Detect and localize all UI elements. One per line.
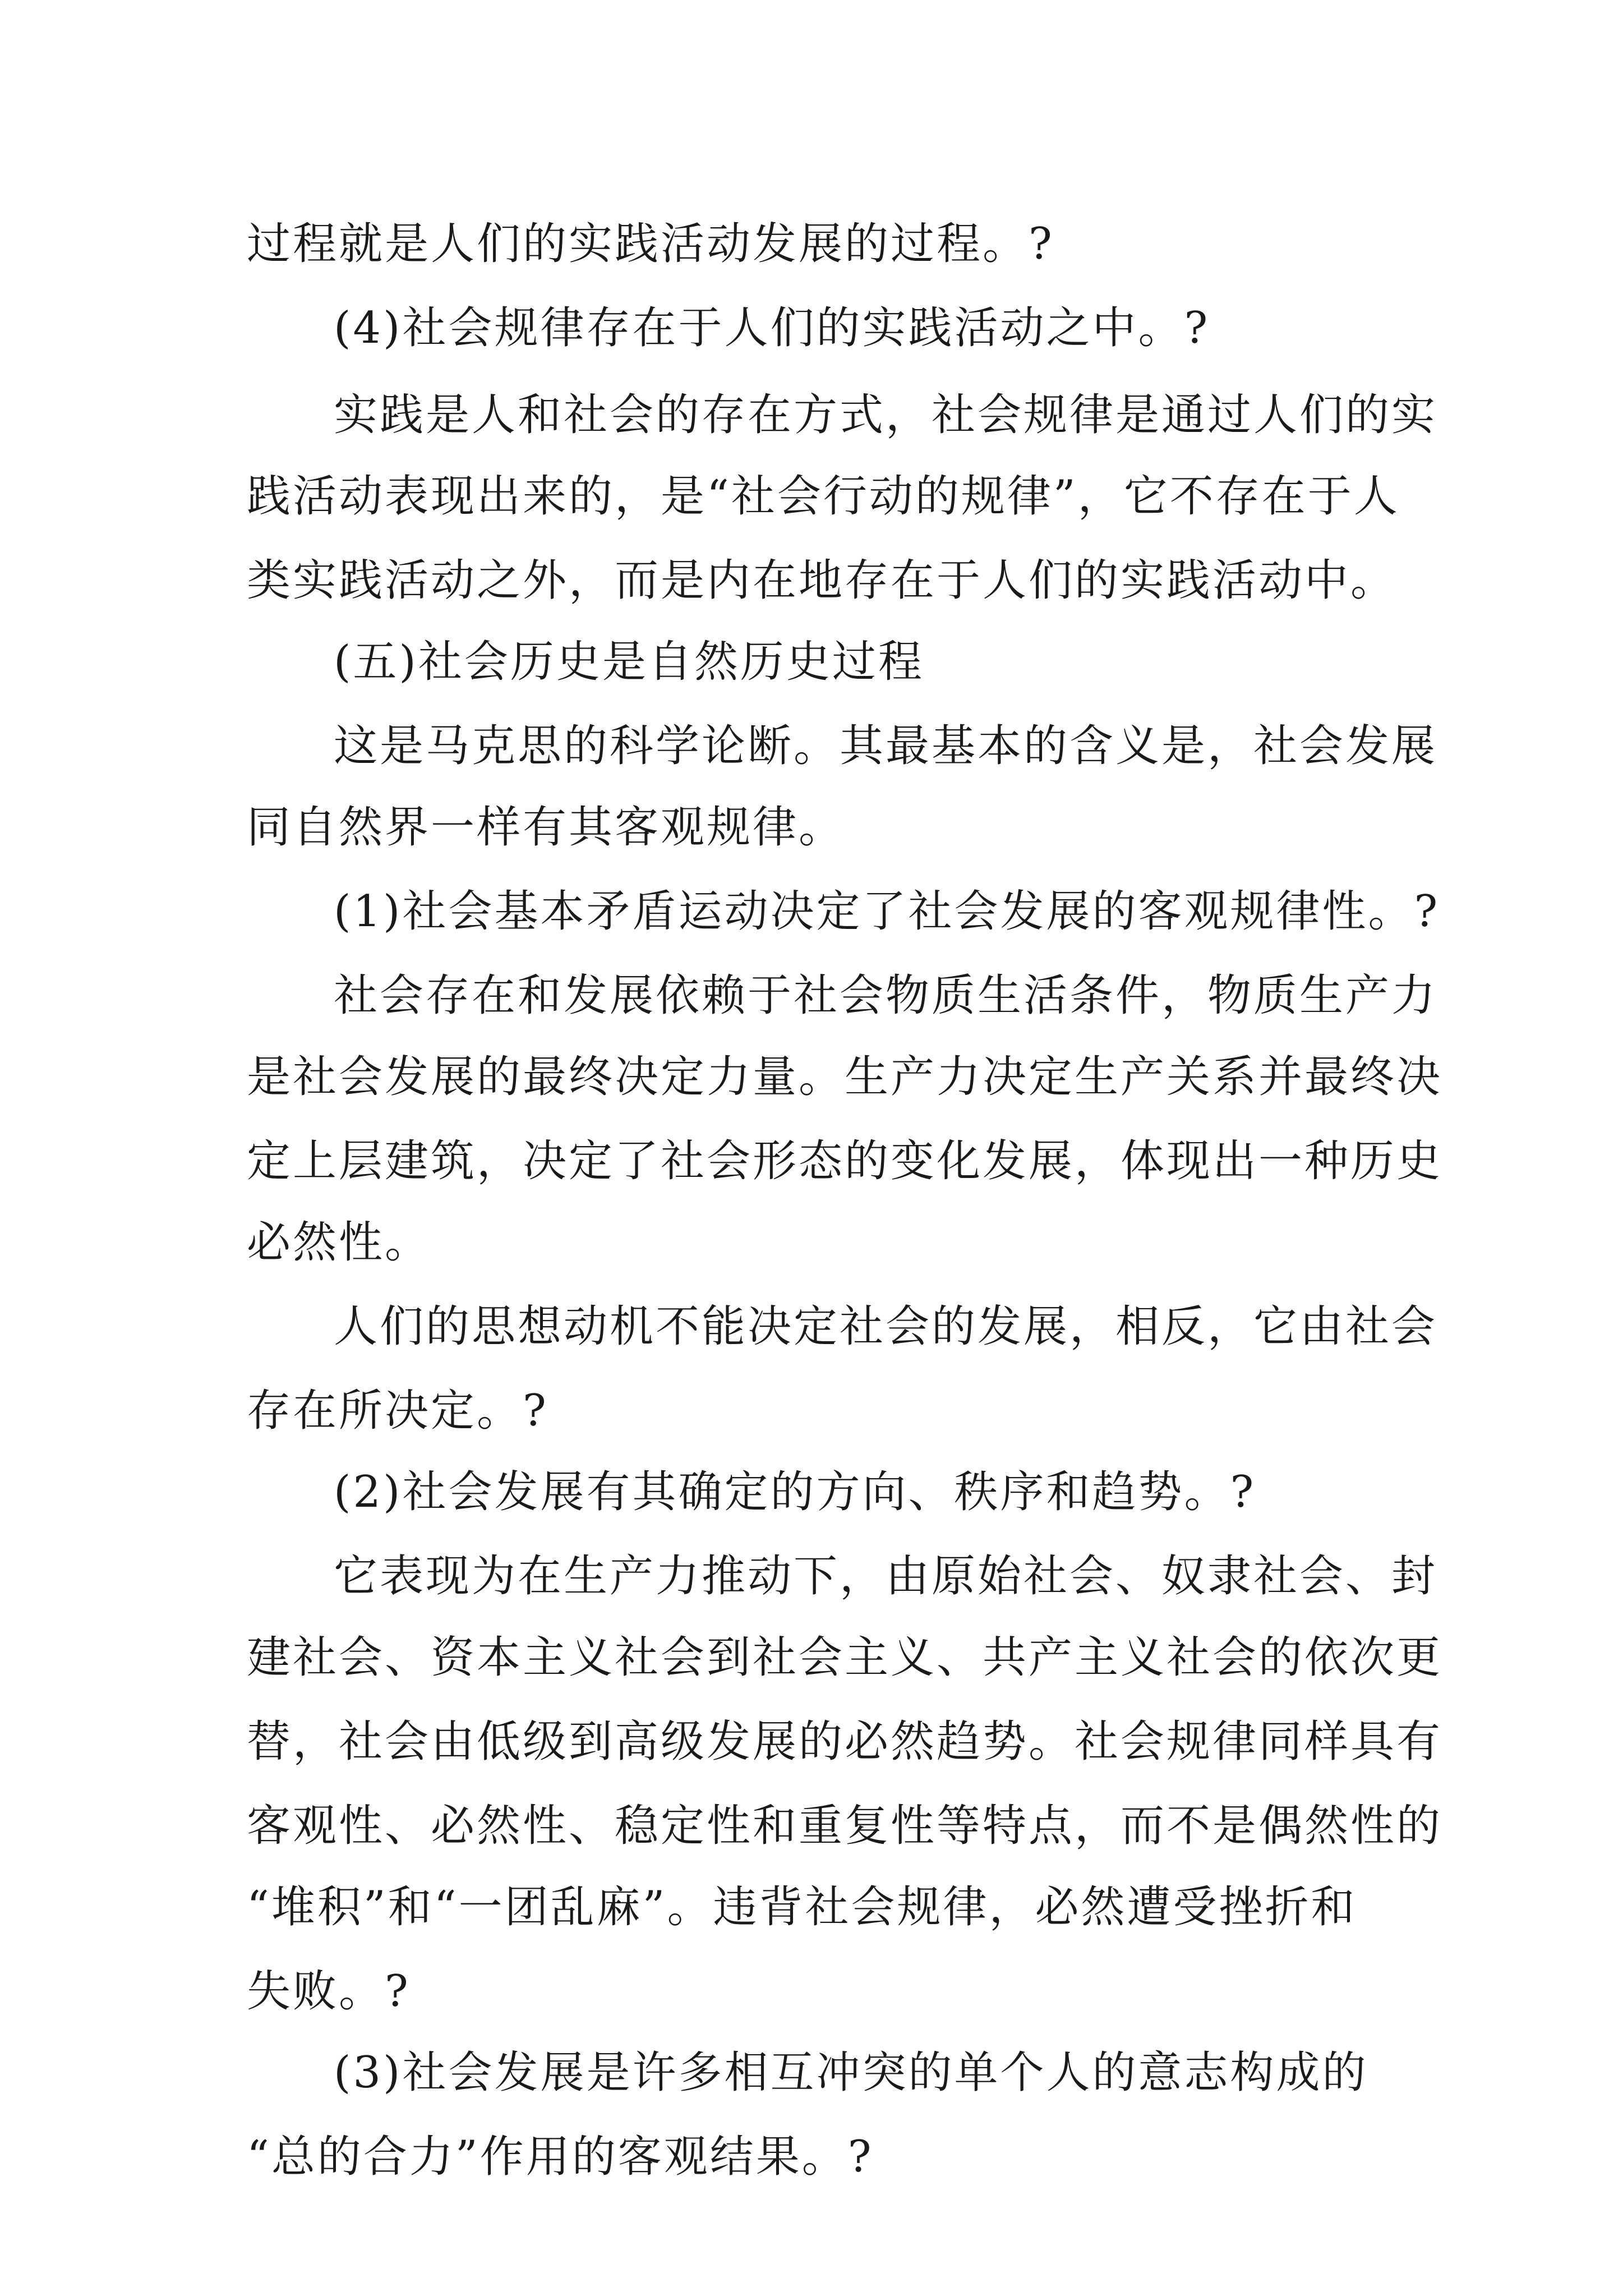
text-line: 存在所决定。? xyxy=(247,1386,548,1436)
text-line: 这是马克思的科学论断。其最基本的含义是，社会发展 xyxy=(334,721,1438,771)
text-line: 客观性、必然性、稳定性和重复性等特点，而不是偶然性的 xyxy=(247,1801,1443,1851)
text-line: 同自然界一样有其客观规律。 xyxy=(247,802,845,853)
text-line: 建社会、资本主义社会到社会主义、共产主义社会的依次更 xyxy=(247,1632,1443,1683)
text-line: 人们的思想动机不能决定社会的发展，相反，它由社会 xyxy=(334,1301,1438,1352)
text-line: 类实践活动之外，而是内在地存在于人们的实践活动中。 xyxy=(247,555,1397,606)
text-line: 必然性。 xyxy=(247,1217,431,1268)
text-line: (2)社会发展有其确定的方向、秩序和趋势。? xyxy=(334,1467,1256,1517)
text-line: 失败。? xyxy=(247,1966,411,2017)
text-line: 过程就是人们的实践活动发展的过程。? xyxy=(247,219,1054,269)
text-line: 社会存在和发展依赖于社会物质生活条件，物质生产力 xyxy=(334,970,1438,1021)
text-line: 践活动表现出来的，是“社会行动的规律”，它不存在于人 xyxy=(247,471,1400,522)
text-line: (4)社会规律存在于人们的实践活动之中。? xyxy=(334,303,1210,353)
text-line: 替，社会由低级到高级发展的必然趋势。社会规律同样具有 xyxy=(247,1717,1443,1767)
section-heading: (五)社会历史是自然历史过程 xyxy=(334,637,924,687)
text-line: 实践是人和社会的存在方式，社会规律是通过人们的实 xyxy=(334,390,1438,440)
text-line: “堆积”和“一团乱麻”。违背社会规律，必然遭受挫折和 xyxy=(247,1882,1357,1932)
text-line: 它表现为在生产力推动下，由原始社会、奴隶社会、封 xyxy=(334,1551,1438,1602)
text-line: 是社会发展的最终决定力量。生产力决定生产关系并最终决 xyxy=(247,1052,1443,1102)
text-line: (1)社会基本矛盾运动决定了社会发展的客观规律性。? xyxy=(334,886,1440,937)
text-line: “总的合力”作用的客观结果。? xyxy=(247,2132,874,2182)
text-line: 定上层建筑，决定了社会形态的变化发展，体现出一种历史 xyxy=(247,1136,1443,1186)
text-line: (3)社会发展是许多相互冲突的单个人的意志构成的 xyxy=(334,2047,1368,2098)
